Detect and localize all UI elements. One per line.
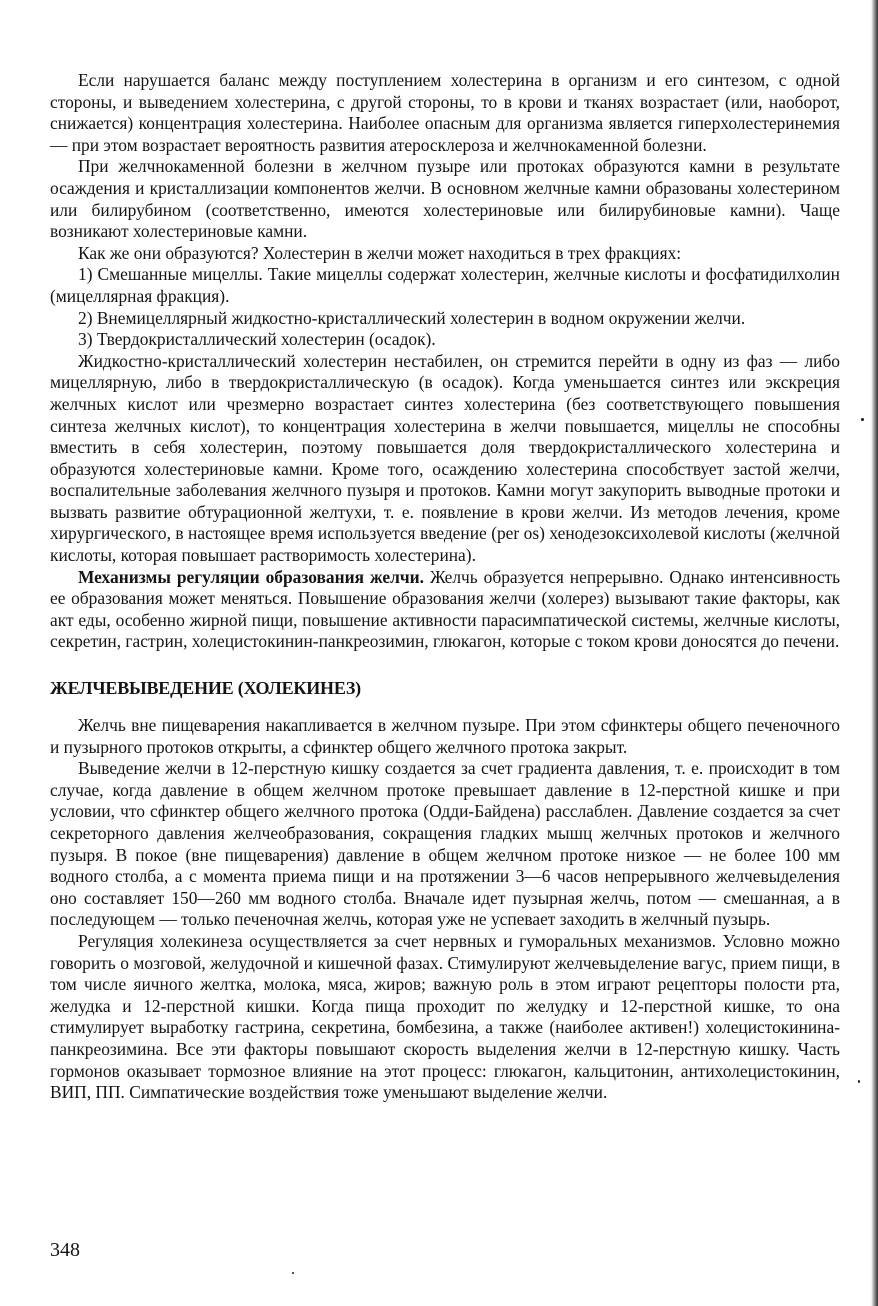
paragraph-lead-bold: Механизмы регуляции образования желчи. — [78, 566, 425, 587]
page-number: 348 — [50, 1239, 80, 1261]
paragraph-liquid-crystal-instability: Жидкостно-кристаллический холестерин нестабилен, он стремится перейти в одну из фаз — либо мицеллярную, либо в твердокристаллическую (в осадок). Когда уменьшается синтез или экскреция желчных кислот или чрезмерно возрастает синтез холестерина (без соответствующего повышения синтеза желчных кислот), то концентрация холестерина в желчи повышается, мицеллы не способны вместить в себя холестерин, поэтому повышается доля твердокристаллического холестерина и образуются холестериновые камни. Кроме того, осаждению холестерина способствует застой желчи, воспалительные заболевания желчного пузыря и протоков. Камни могут закупорить выводные протоки и вызвать развитие обтурационной желтухи, т. е. появление в крови желчи. Из методов лечения, кроме хирургического, в настоящее время используется введение (per os) хенодезоксихолевой кислоты (желчной кислоты, которая повышает растворимость холестерина). — [50, 350, 840, 566]
paragraph-regulation-text: Желчь образуется непрерывно. Однако интенсивность ее образования может меняться. Повышение образования желчи (холерез) вызывают такие факторы, как акт еды, особенно жирной пищи, повышение активности парасимпатической системы, желчные кислоты, секретин, гастрин, холецистокинин-панкреозимин, глюкагон, которые с током крови доносятся до печени. — [50, 566, 841, 652]
list-item-solid-crystal: 3) Твердокристаллический холестерин (осадок). — [78, 329, 436, 350]
paragraph-bile-regulation — [50, 567, 840, 653]
paragraph-bile-storage: Желчь вне пищеварения накапливается в желчном пузыре. При этом сфинктеры общего печеночного и пузырного протоков открыты, а сфинктер общего желчного протока закрыт. — [50, 715, 840, 757]
paragraph-fractions-intro: Как же они образуются? Холестерин в желчи может находиться в трех фракциях: — [78, 242, 682, 263]
list-item-mixed-micelles: 1) Смешанные мицеллы. Такие мицеллы содержат холестерин, желчные кислоты и фосфатидилхолин (мицеллярная фракция). — [50, 264, 840, 306]
paragraph-cholesterol-balance: Если нарушается баланс между поступлением холестерина в организм и его синтезом, с одной стороны, и выведением холестерина, с другой стороны, то в крови и тканях возрастает (или, наоборот, снижается) концентрация холестерина. Наиболее опасным для организма является гиперхолестеринемия — при этом возрастает вероятность развития атеросклероза и желчнокаменной болезни. — [50, 70, 840, 155]
page-body — [50, 70, 840, 1104]
scan-speck — [861, 418, 864, 421]
scan-speck — [292, 1272, 294, 1274]
scan-speck — [858, 1080, 860, 1083]
paragraph-bile-excretion: Выведение желчи в 12-перстную кишку создается за счет градиента давления, т. е. происходит в том случае, когда давление в общем желчном протоке превышает давление в 12-перстной кишке и при условии, что сфинктер общего желчного протока (Одди-Байдена) расслаблен. Давление создается за счет секреторного давления желчеобразования, сокращения гладких мышц желчных протоков и желчного пузыря. В покое (вне пищеварения) давление в общем желчном протоке низкое — не более 100 мм водного столба, а с момента приема пищи и на протяжении 3—6 часов непрерывного желчевыделения оно составляет 150—260 мм водного столба. Вначале идет пузырная желчь, потом — смешанная, а в последующем — только печеночная желчь, которая уже не успевает заходить в желчный пузырь. — [50, 758, 840, 930]
paragraph-cholekinesis-regulation: Регуляция холекинеза осуществляется за счет нервных и гуморальных механизмов. Условно можно говорить о мозговой, желудочной и кишечной фазах. Стимулируют желчевыделение вагус, прием пищи, в том числе яичного желтка, молока, мяса, жиров; важную роль в этом играют рецепторы полости рта, желудка и 12-перстной кишки. Когда пища проходит по желудку и 12-перстной кишке, то она стимулирует выработку гастрина, секретина, бомбезина, а также (наиболее активен!) холецистокинина-панкреозимина. Все эти факторы повышают скорость выделения желчи в 12-перстную кишку. Часть гормонов оказывает тормозное влияние на этот процесс: глюкагон, кальцитонин, антихолецистокинин, ВИП, ПП. Симпатические воздействия тоже уменьшают выделение желчи. — [50, 930, 840, 1103]
section-heading: ЖЕЛЧЕВЫВЕДЕНИЕ (ХОЛЕКИНЕЗ) — [50, 678, 361, 699]
list-item-liquid-crystal: 2) Внемицеллярный жидкостно-кристаллический холестерин в водном окружении желчи. — [78, 307, 746, 328]
scan-edge-shadow — [871, 0, 878, 1306]
paragraph-gallstone-disease: При желчнокаменной болезни в желчном пузыре или протоках образуются камни в результате осаждения и кристаллизации компонентов желчи. В основном желчные камни образованы холестерином или билирубином (соответственно, имеются холестериновые или билирубиновые камни). Чаще возникают холестериновые камни. — [50, 156, 840, 242]
